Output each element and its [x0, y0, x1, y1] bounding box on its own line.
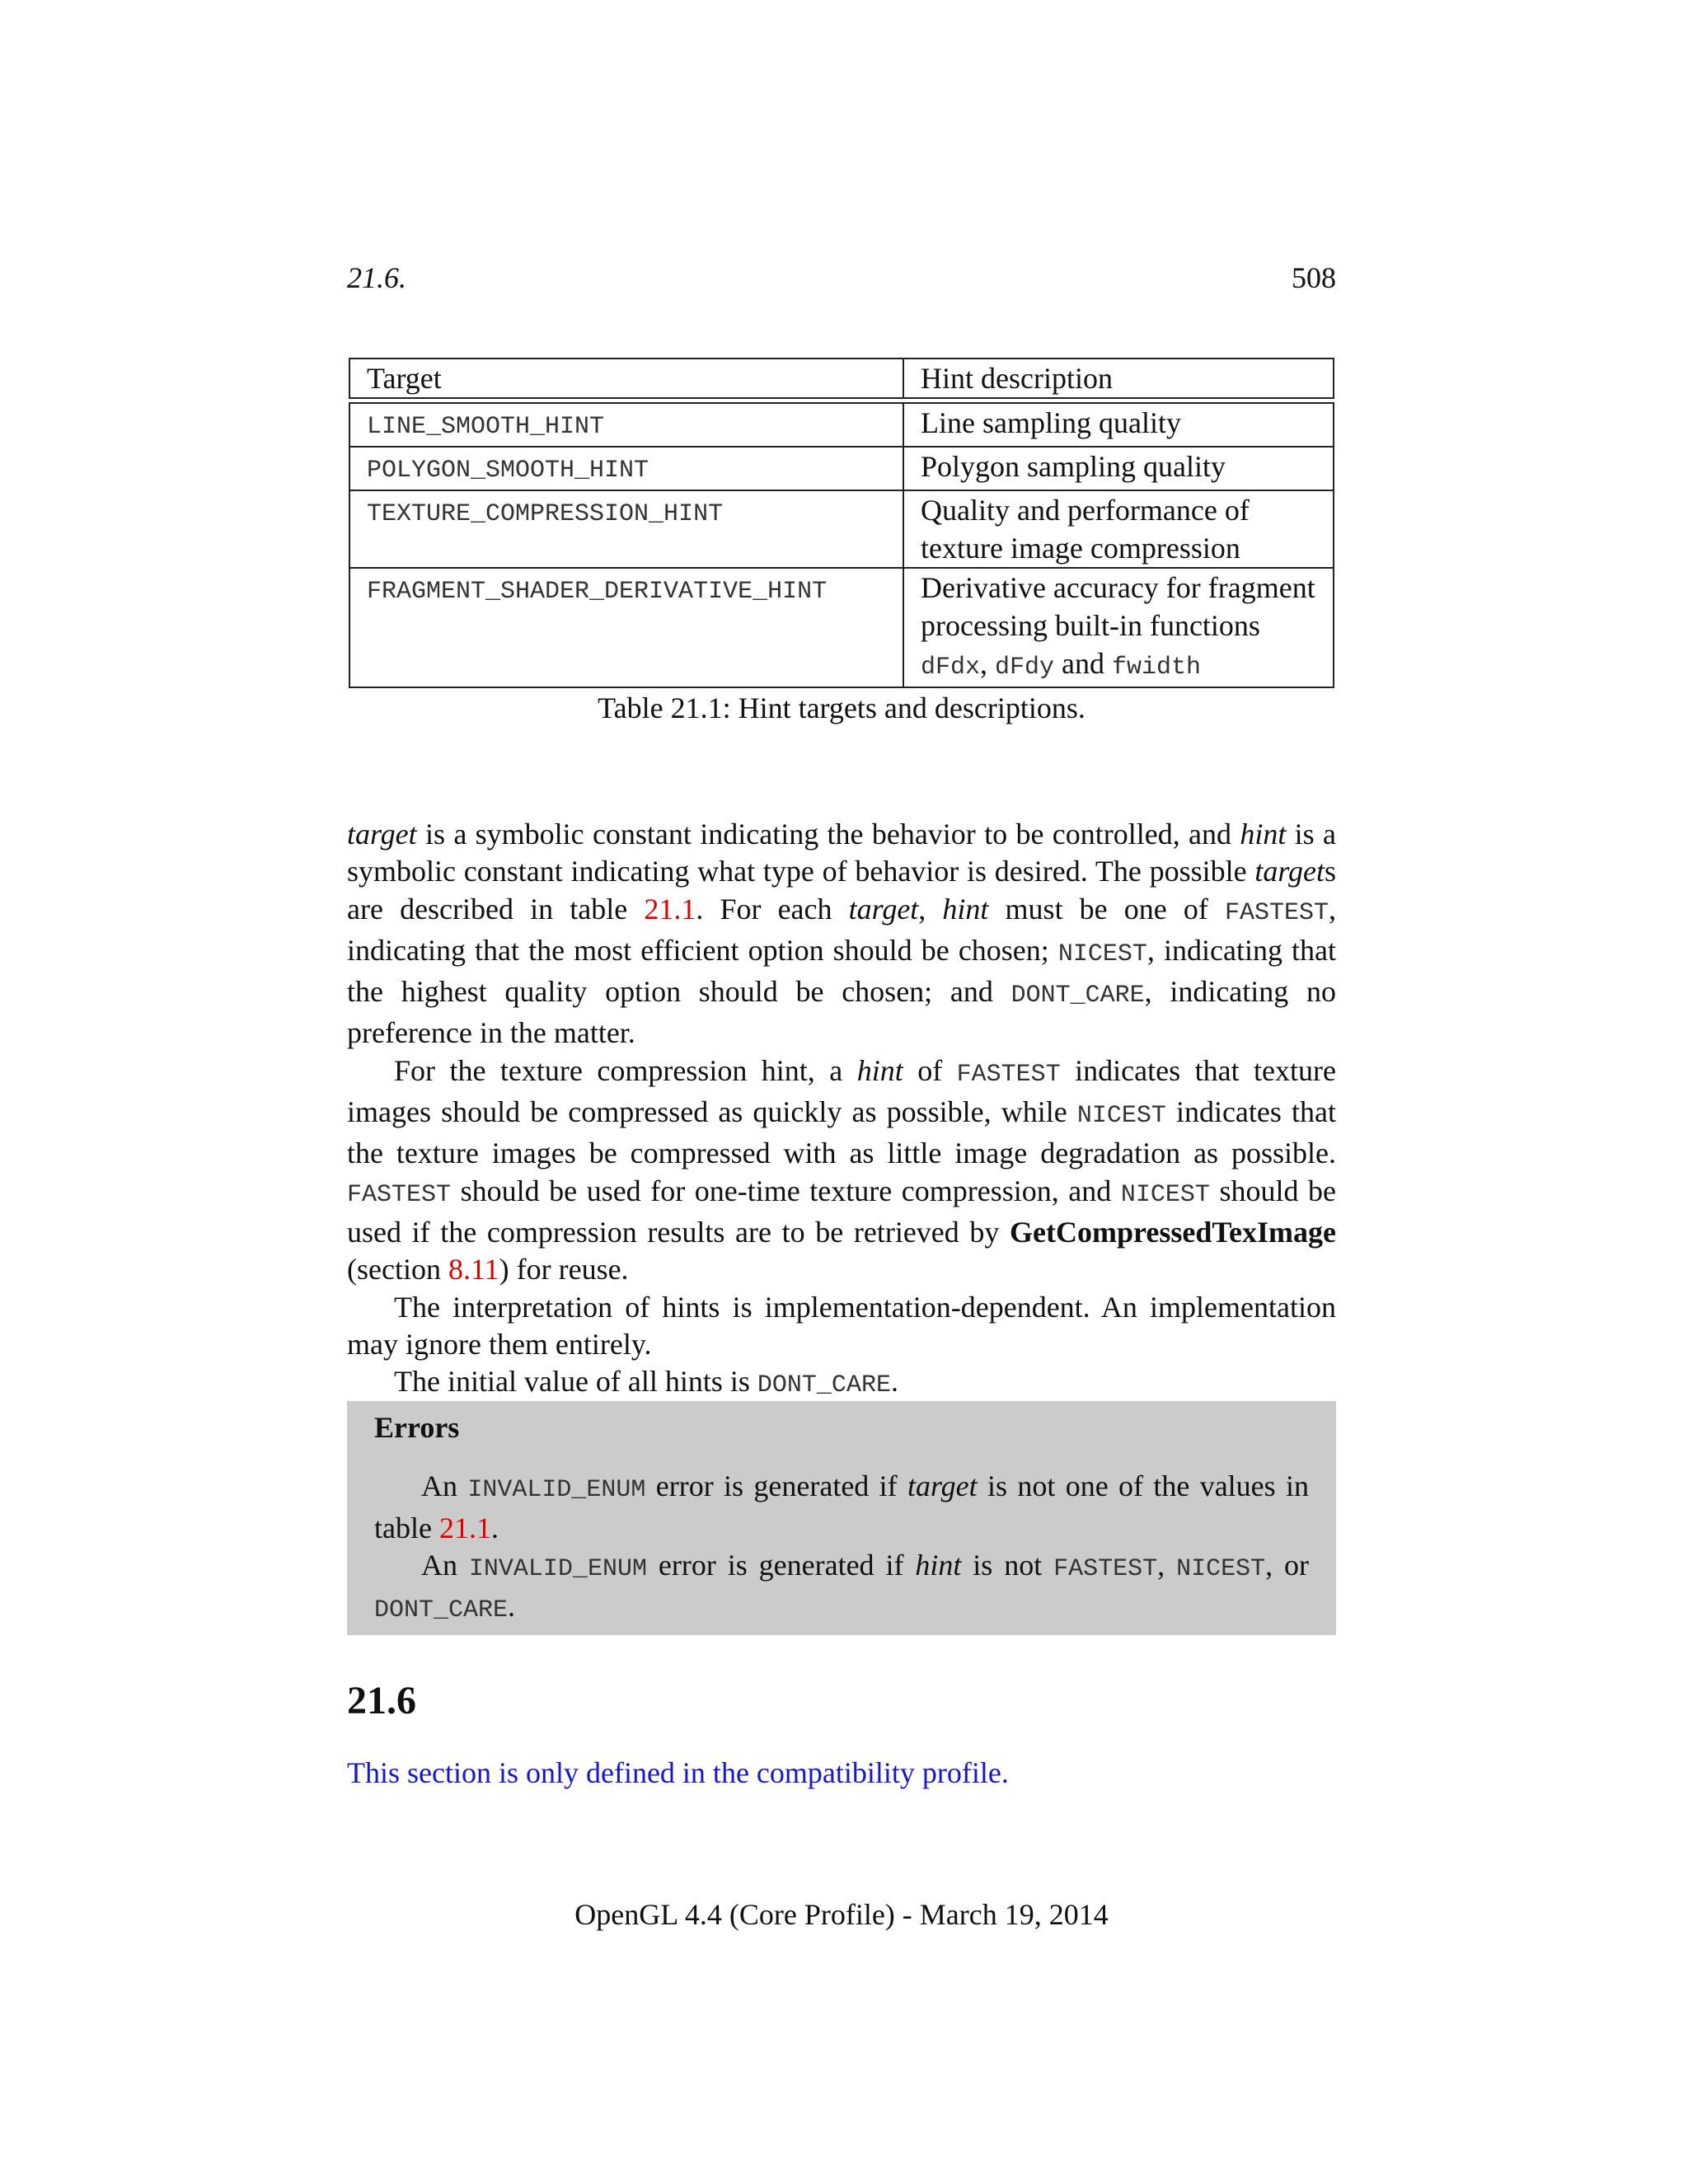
param-hint: hint	[1240, 818, 1287, 851]
table-cell-description: Polygon sampling quality	[903, 447, 1334, 490]
table-header-target: Target	[349, 359, 903, 398]
target-constant: LINE_SMOOTH_HINT	[367, 413, 605, 441]
section-reference-link[interactable]: 8.11	[448, 1253, 499, 1286]
error-item	[374, 1547, 1309, 1630]
text-run: , indicating that the most efficient option should be chosen;	[347, 892, 1337, 967]
text-run: is a symbolic constant indicating what type of behavior is desired. The possible	[347, 818, 1336, 888]
table-cell-target	[349, 568, 903, 687]
param-target: target	[347, 818, 417, 851]
and-word: and	[1062, 647, 1105, 680]
text-run: is a symbolic constant indicating the behavior to be controlled, and	[416, 818, 1240, 851]
text-run: .	[890, 1365, 898, 1399]
function-name: fwidth	[1112, 654, 1202, 682]
table-caption: Table 21.1: Hint targets and descriptions.	[598, 691, 1085, 724]
page-footer: OpenGL 4.4 (Core Profile) - March 19, 2014	[574, 1898, 1109, 1931]
param-target: target	[1254, 855, 1325, 888]
constant-fastest: FASTEST	[347, 1180, 452, 1209]
running-header	[347, 260, 1336, 295]
table-header-description: Hint description	[903, 359, 1334, 398]
constant-nicest: NICEST	[1176, 1554, 1266, 1583]
command-name: GetCompressedTexImage	[1010, 1215, 1336, 1249]
text-run: indicates that the texture images be compressed with as little image degradation as possible.	[347, 1095, 1336, 1170]
function-name: dFdx	[921, 654, 981, 682]
text-run: indicates that texture images should be compressed as quickly as possible, while	[347, 1053, 1336, 1129]
table-reference-link[interactable]: 21.1	[438, 1511, 491, 1544]
text-run: should be used if the compression results are to be retrieved by	[347, 1174, 1336, 1249]
text-run: should be used for one-time texture compression, and	[451, 1174, 1121, 1207]
table-row	[349, 568, 1334, 687]
text-run: An	[421, 1469, 468, 1503]
text-run: .	[490, 1511, 499, 1544]
table-cell-description: Quality and performance of texture image compression	[903, 490, 1334, 568]
constant-dont-care: DONT_CARE	[374, 1596, 509, 1625]
target-constant: TEXTURE_COMPRESSION_HINT	[367, 500, 724, 528]
text-run: , indicating that the highest quality option should be chosen; and	[347, 933, 1337, 1009]
page-number: 508	[1292, 261, 1336, 294]
text-run: .	[508, 1590, 516, 1624]
table-row	[349, 490, 1334, 568]
table-cell-target	[349, 447, 903, 490]
paragraph-1	[347, 816, 1336, 1052]
text-run: must be one of	[988, 892, 1225, 926]
target-constant: FRAGMENT_SHADER_DERIVATIVE_HINT	[367, 578, 828, 606]
text-run: ,	[918, 892, 943, 926]
paragraph-4	[347, 1363, 1336, 1404]
table-cell-description: Line sampling quality	[903, 403, 1334, 447]
param-target: target	[907, 1469, 978, 1503]
paragraph-2	[347, 1052, 1336, 1289]
constant-dont-care: DONT_CARE	[757, 1371, 891, 1400]
constant-fastest: FASTEST	[956, 1060, 1061, 1089]
description-text: Derivative accuracy for fragment processing built-in functions	[921, 571, 1315, 642]
table-cell-description: Derivative accuracy for fragment processing built-in functions dFdx, dFdy and fwidth	[903, 568, 1334, 687]
constant-nicest: NICEST	[1076, 1102, 1166, 1131]
text-run: error is generated if	[645, 1469, 907, 1503]
function-name: dFdy	[995, 654, 1055, 682]
constant-invalid-enum: INVALID_ENUM	[467, 1476, 646, 1505]
running-header-section: 21.6.	[347, 261, 406, 294]
errors-title: Errors	[374, 1411, 460, 1444]
table-row	[349, 403, 1334, 447]
body-text	[347, 816, 1336, 1404]
text-run: error is generated if	[646, 1548, 916, 1582]
text-run: is not	[961, 1548, 1054, 1582]
text-run: of	[903, 1053, 957, 1087]
compatibility-profile-note[interactable]: This section is only defined in the compatibility profile.	[347, 1756, 1009, 1789]
errors-box	[347, 1401, 1336, 1635]
text-run: For the texture compression hint, a	[394, 1053, 857, 1087]
constant-nicest: NICEST	[1057, 940, 1147, 968]
text-run: , indicating no preference in the matter.	[347, 975, 1336, 1050]
text-run: The initial value of all hints is	[394, 1365, 757, 1399]
param-hint: hint	[942, 892, 989, 926]
text-run: , or	[1265, 1548, 1310, 1582]
text-run: An	[421, 1548, 469, 1582]
text-run: ) for reuse.	[499, 1253, 629, 1286]
text-run: . For each	[696, 892, 849, 926]
text-run: s are described in table	[347, 855, 1336, 926]
table-cell-target	[349, 490, 903, 568]
table-reference-link[interactable]: 21.1	[644, 892, 696, 926]
error-item	[374, 1468, 1309, 1547]
param-target: target	[848, 892, 919, 926]
constant-fastest: FASTEST	[1225, 898, 1329, 927]
table-header-row	[349, 359, 1334, 398]
paragraph-3: The interpretation of hints is implementation-dependent. An implementation may ignore them entirely.	[347, 1290, 1336, 1361]
table-row	[349, 447, 1334, 490]
param-hint: hint	[856, 1053, 903, 1087]
param-hint: hint	[915, 1548, 962, 1582]
section-heading: 21.6	[347, 1679, 416, 1722]
constant-nicest: NICEST	[1120, 1180, 1210, 1209]
text-run: ,	[1157, 1548, 1177, 1582]
table-cell-target	[349, 403, 903, 447]
target-constant: POLYGON_SMOOTH_HINT	[367, 457, 649, 485]
text-run: is not one of the values in table	[374, 1469, 1310, 1544]
hint-targets-table	[349, 358, 1334, 688]
constant-fastest: FASTEST	[1053, 1554, 1158, 1583]
constant-invalid-enum: INVALID_ENUM	[468, 1554, 647, 1583]
text-run: (section	[347, 1253, 448, 1286]
constant-dont-care: DONT_CARE	[1010, 982, 1145, 1010]
